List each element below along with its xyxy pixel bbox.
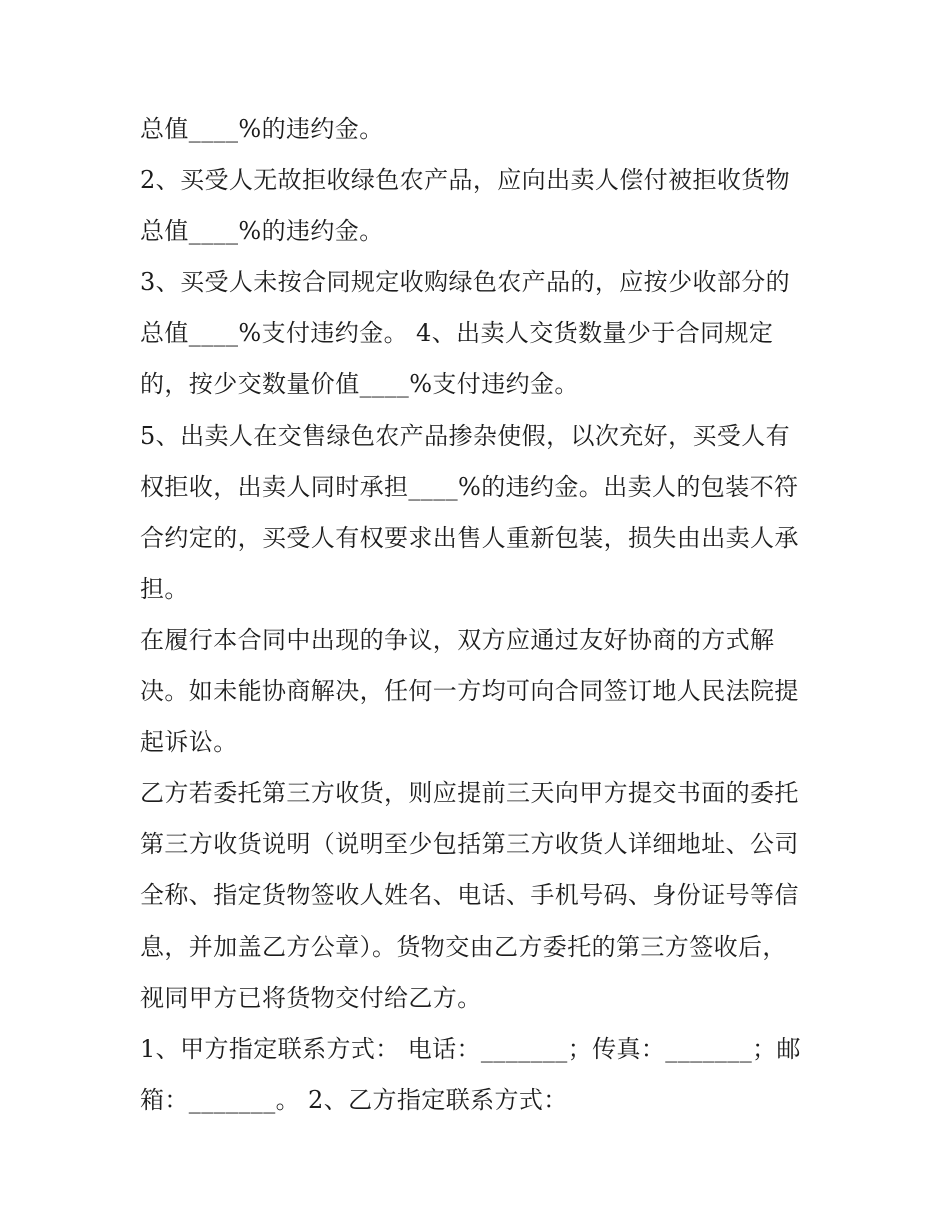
- text-line: 1、甲方指定联系方式： 电话：_______；传真：_______；邮: [140, 1034, 801, 1063]
- text-line: 的，按少交数量价值____%支付违约金。: [140, 370, 579, 399]
- text-line: 合约定的，买受人有权要求出售人重新包装，损失由出卖人承: [140, 523, 799, 552]
- text-line: 总值____%的违约金。: [140, 217, 384, 246]
- text-line: 全称、指定货物签收人姓名、电话、手机号码、身份证号等信: [140, 881, 799, 910]
- contract-text: [140, 104, 820, 1126]
- text-line: 乙方若委托第三方收货，则应提前三天向甲方提交书面的委托: [140, 779, 799, 808]
- text-line: 起诉讼。: [140, 728, 238, 757]
- text-line: 息，并加盖乙方公章）。货物交由乙方委托的第三方签收后，: [140, 932, 787, 961]
- text-line: 权拒收，出卖人同时承担____%的违约金。出卖人的包装不符: [140, 472, 799, 501]
- text-line: 箱：_______。 2、乙方指定联系方式：: [140, 1085, 568, 1114]
- text-line: 视同甲方已将货物交付给乙方。: [140, 983, 482, 1012]
- text-line: 总值____%支付违约金。 4、出卖人交货数量少于合同规定: [140, 319, 774, 348]
- text-line: 第三方收货说明（说明至少包括第三方收货人详细地址、公司: [140, 830, 799, 859]
- text-line: 3、买受人未按合同规定收购绿色农产品的，应按少收部分的: [140, 268, 791, 297]
- text-line: 2、买受人无故拒收绿色农产品，应向出卖人偿付被拒收货物: [140, 166, 791, 195]
- text-line: 在履行本合同中出现的争议，双方应通过友好协商的方式解: [140, 625, 775, 654]
- text-line: 担。: [140, 574, 189, 603]
- text-line: 5、出卖人在交售绿色农产品掺杂使假，以次充好，买受人有: [140, 421, 791, 450]
- text-line: 决。如未能协商解决，任何一方均可向合同签订地人民法院提: [140, 677, 799, 706]
- text-line: 总值____%的违约金。: [140, 115, 384, 143]
